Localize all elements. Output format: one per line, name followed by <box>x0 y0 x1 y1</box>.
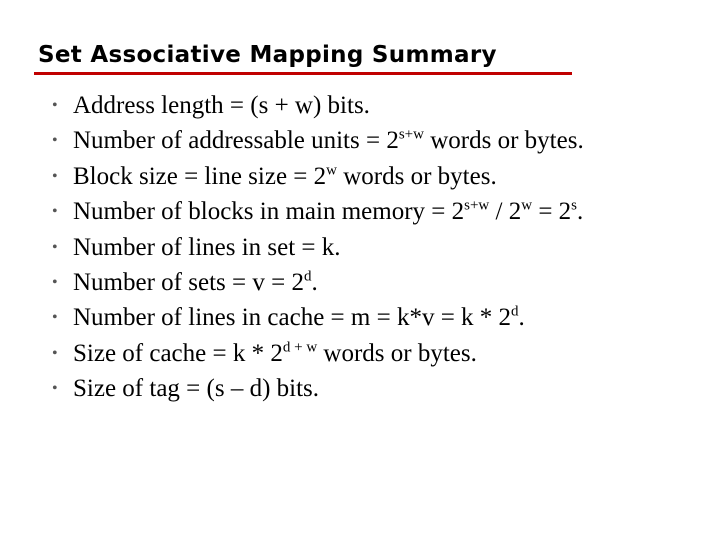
text-segment: words or bytes. <box>423 127 584 155</box>
bullet-text <box>73 127 584 154</box>
bullet-item <box>50 230 584 265</box>
text-segment: Block size = line size = 2 <box>73 162 327 190</box>
bullet-text <box>73 375 319 402</box>
superscript: s+w <box>398 127 424 144</box>
text-segment: Number of lines in cache = m = k*v = k * 2 <box>73 304 512 332</box>
bullet-list <box>50 88 584 407</box>
superscript: w <box>521 197 533 214</box>
text-segment: words or bytes. <box>317 339 477 367</box>
bullet-dot-icon: • <box>52 97 58 114</box>
bullet-item <box>50 159 584 194</box>
superscript: s+w <box>464 197 490 214</box>
bullet-item <box>50 123 584 158</box>
bullet-item <box>50 265 584 300</box>
bullet-item <box>50 194 584 229</box>
text-segment: Number of sets = v = 2 <box>73 268 304 296</box>
text-segment: Size of tag = (s – d) bits. <box>73 375 320 403</box>
bullet-dot-icon: • <box>52 309 58 327</box>
bullet-item <box>50 300 584 335</box>
bullet-item <box>50 371 584 406</box>
text-segment: Number of blocks in main memory = 2 <box>73 198 465 226</box>
bullet-item <box>50 88 584 123</box>
bullet-text <box>73 304 525 331</box>
title-underline <box>34 72 572 75</box>
slide-title: Set Associative Mapping Summary <box>38 42 497 68</box>
superscript: s <box>571 197 578 214</box>
text-segment: words or bytes. <box>336 162 497 190</box>
bullet-text <box>73 269 318 296</box>
bullet-item <box>50 336 584 371</box>
bullet-text <box>73 163 497 190</box>
text-segment: Size of cache = k * 2 <box>73 339 283 367</box>
bullet-text <box>73 234 341 261</box>
superscript: d + w <box>282 339 318 356</box>
text-segment: Number of addressable units = 2 <box>73 127 399 155</box>
bullet-dot-icon: • <box>52 167 58 185</box>
text-segment: / 2 <box>489 198 522 226</box>
bullet-dot-icon: • <box>52 238 58 256</box>
superscript: w <box>326 162 337 179</box>
text-segment: . <box>577 198 584 226</box>
bullet-text <box>73 340 477 367</box>
superscript: d <box>303 268 312 285</box>
bullet-dot-icon: • <box>52 344 58 362</box>
bullet-dot-icon: • <box>52 132 58 150</box>
text-segment: . <box>311 268 318 296</box>
bullet-dot-icon: • <box>52 380 58 398</box>
text-segment: Address length = (s + w) bits. <box>73 92 370 119</box>
superscript: d <box>511 304 519 321</box>
bullet-text <box>73 92 370 119</box>
bullet-dot-icon: • <box>52 273 58 291</box>
text-segment: Number of lines in set = k. <box>73 233 341 261</box>
bullet-text <box>73 198 583 225</box>
text-segment: = 2 <box>532 198 572 226</box>
bullet-dot-icon: • <box>52 203 58 221</box>
text-segment: . <box>518 304 525 332</box>
